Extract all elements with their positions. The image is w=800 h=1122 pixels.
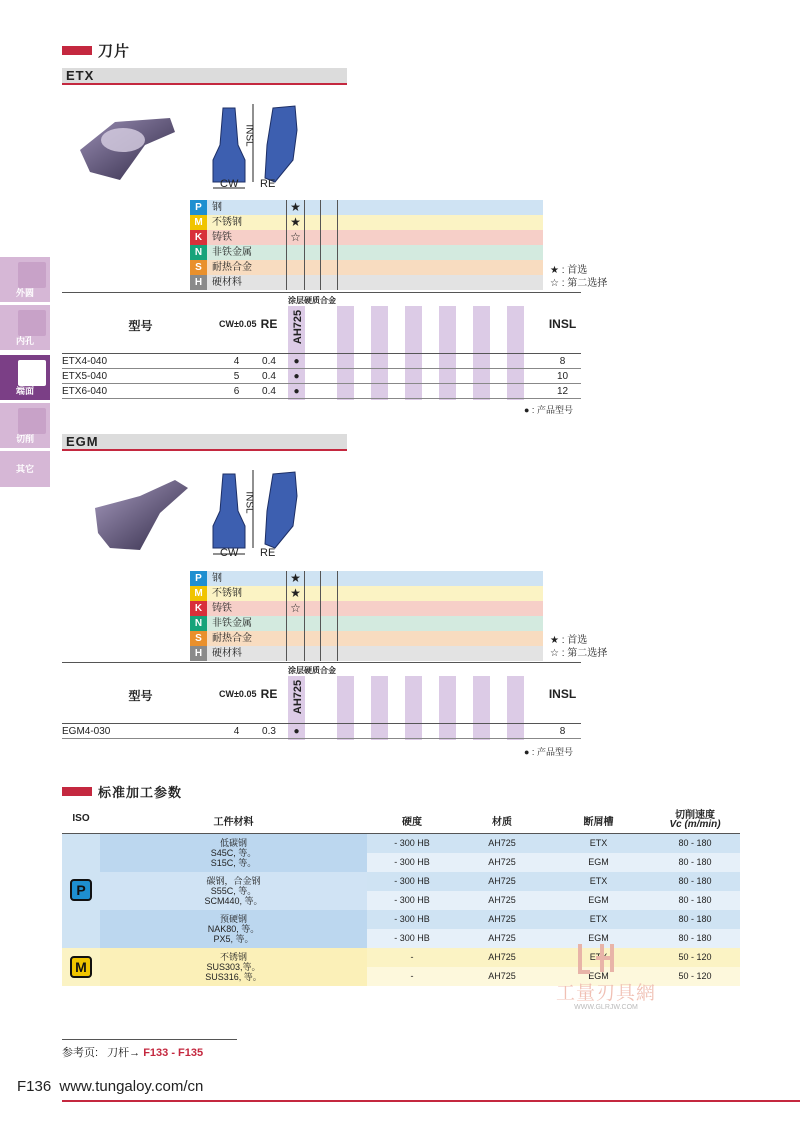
table-row: - AH725 ETX 50 - 120 xyxy=(367,948,740,967)
material-cell: 碳钢，合金钢 S55C, 等。 SCM440, 等。 xyxy=(100,872,367,910)
star-icon: ★ xyxy=(290,200,301,214)
table-row: - 300 HB AH725 EGM 80 - 180 xyxy=(367,853,740,872)
egm-cw-label: CW xyxy=(220,547,239,559)
material-cell: 预硬钢 NAK80, 等。 PX5, 等。 xyxy=(100,910,367,948)
iso-code: P xyxy=(190,200,207,215)
table-row: ETX5-040 5 0.4 ● 10 xyxy=(62,369,581,384)
row-bg xyxy=(190,200,543,215)
table-row: ETX6-040 6 0.4 ● 12 xyxy=(62,384,581,399)
side-tab-cutoff[interactable]: 切削 xyxy=(0,403,50,448)
star-outline-icon: ☆ xyxy=(290,601,301,615)
star-icon: ★ xyxy=(290,215,301,229)
table-row: - 300 HB AH725 EGM 80 - 180 xyxy=(367,891,740,910)
egm-material-row-h: H 硬材料 xyxy=(190,646,543,661)
side-tab-external[interactable]: 外圆 xyxy=(0,257,50,302)
watermark: 工量刃具網 WWW.GLRJW.COM xyxy=(536,942,676,1022)
reference-link[interactable]: F133 - F135 xyxy=(143,1047,204,1059)
iso-badge-m: M xyxy=(70,956,92,978)
egm-material-row-n: N 非铁金属 xyxy=(190,616,543,631)
table-row: - 300 HB AH725 EGM 80 - 180 xyxy=(367,929,740,948)
section-bar xyxy=(62,46,92,55)
iso-cell-m xyxy=(62,948,100,986)
side-tab-face[interactable]: 端面 xyxy=(0,355,50,400)
star-icon: ★ xyxy=(290,571,301,585)
iso-cell-p xyxy=(62,834,100,948)
footer-rule xyxy=(62,1100,800,1102)
watermark-logo-icon xyxy=(576,942,616,976)
egm-material-row-s: S 耐热合金 xyxy=(190,631,543,646)
star-icon: ★ xyxy=(290,586,301,600)
etx-material-row-h: H 硬材料 xyxy=(190,275,543,290)
cut-off-icon xyxy=(18,408,46,434)
table-row: - 300 HB AH725 ETX 80 - 180 xyxy=(367,910,740,929)
website-link[interactable]: www.tungaloy.com/cn xyxy=(59,1078,204,1095)
internal-turning-icon xyxy=(18,310,46,336)
page-number: F136 xyxy=(17,1078,52,1095)
egm-insl-label: INSL xyxy=(243,491,255,514)
etx-material-row-p: P 钢 ★ xyxy=(190,200,543,215)
etx-re-label: RE xyxy=(260,178,276,190)
table-row: - 300 HB AH725 ETX 80 - 180 xyxy=(367,872,740,891)
etx-material-row-s: S 耐热合金 xyxy=(190,260,543,275)
face-grooving-icon xyxy=(18,360,46,386)
section-header-cutting: 标准加工参数 xyxy=(62,782,182,801)
egm-re-label: RE xyxy=(260,547,276,559)
star-outline-icon: ☆ xyxy=(290,230,301,244)
table-header: 型号 CW±0.05 RE 涂层硬质合金 AH725 INSL xyxy=(62,662,581,724)
egm-note: ● : 产品型号 xyxy=(524,747,573,757)
subsection-egm: EGM xyxy=(62,434,347,451)
iso-badge-p: P xyxy=(70,879,92,901)
footer xyxy=(17,1078,203,1095)
etx-note: ● : 产品型号 xyxy=(524,405,573,415)
egm-material-row-m: M 不锈钢 ★ xyxy=(190,586,543,601)
etx-cw-label: CW xyxy=(220,178,239,190)
etx-material-row-m: M 不锈钢 ★ xyxy=(190,215,543,230)
table-row: ETX4-040 4 0.4 ● 8 xyxy=(62,354,581,369)
egm-material-row-p: P 钢 ★ xyxy=(190,571,543,586)
section-title: 刀片 xyxy=(98,43,131,60)
material-cell: 不锈钢 SUS303,等。 SUS316, 等。 xyxy=(100,948,367,986)
table-row: EGM4-030 4 0.3 ● 8 xyxy=(62,724,581,739)
etx-material-row-k: K 铸铁 ☆ xyxy=(190,230,543,245)
table-row: - 300 HB AH725 ETX 80 - 180 xyxy=(367,834,740,853)
section-header-inserts xyxy=(62,40,130,61)
subsection-etx: ETX xyxy=(62,68,347,85)
external-turning-icon xyxy=(18,262,46,288)
material-cell: 低碳钢 S45C, 等。 S15C, 等。 xyxy=(100,834,367,872)
table-row: - AH725 EGM 50 - 120 xyxy=(367,967,740,986)
side-tab-internal[interactable]: 内孔 xyxy=(0,305,50,350)
egm-legend: ★ : 首选 ☆ : 第二选择 xyxy=(550,635,608,659)
grade-label: AH725 xyxy=(292,309,304,345)
etx-material-row-n: N 非铁金属 xyxy=(190,245,543,260)
side-tab-other[interactable]: 其它 xyxy=(0,451,50,487)
etx-legend: ★ : 首选 ☆ : 第二选择 xyxy=(550,265,608,289)
grade-label: AH725 xyxy=(292,679,304,715)
etx-insert-photo xyxy=(75,110,190,185)
table-header: 型号 CW±0.05 RE 涂层硬质合金 AH725 INSL xyxy=(62,292,581,354)
egm-insert-photo xyxy=(90,478,205,553)
reference-pages: 参考页: 刀杆→ F133 - F135 xyxy=(62,1039,237,1060)
etx-insl-label: INSL xyxy=(243,124,255,147)
etx-product-table xyxy=(62,292,581,402)
egm-material-row-k: K 铸铁 ☆ xyxy=(190,601,543,616)
egm-product-table xyxy=(62,662,581,742)
